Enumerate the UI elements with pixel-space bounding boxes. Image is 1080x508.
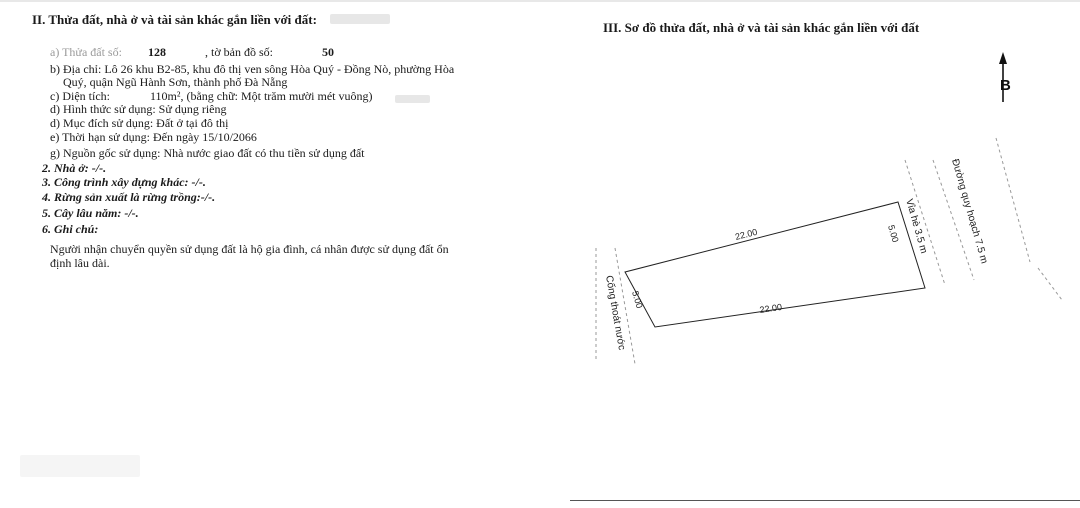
usage-term: e) Thời hạn sử dụng: Đến ngày 15/10/2066 [50, 130, 257, 144]
north-arrow-icon [999, 52, 1011, 102]
dim-left-label: 5.00 [630, 289, 645, 310]
note-line-1: Người nhận chuyển quyền sử dụng đất là hộ gia đình, cá nhân được sử dụng đất ổn [50, 242, 449, 256]
drain-label: Cống thoát nước [603, 274, 627, 351]
sidewalk-label: Vỉa hè 3.5 m [903, 197, 930, 255]
road-boundary-line [996, 138, 1030, 262]
address-line-1: b) Địa chỉ: Lô 26 khu B2-85, khu đô thị ven sông Hòa Quý - Đồng Nò, phường Hòa [50, 62, 455, 76]
usage-purpose: d) Mục đích sử dụng: Đất ở tại đô thị [50, 116, 229, 130]
north-label: B [1000, 77, 1011, 94]
dim-right-label: 5.00 [886, 223, 901, 244]
item-forest: 4. Rừng sản xuất là rừng trồng:-/-. [42, 190, 216, 204]
section-iii-title: III. Sơ đồ thửa đất, nhà ở và tài sản khác gắn liền với đất [603, 20, 920, 35]
item-notes: 6. Ghi chú: [42, 222, 99, 236]
area-label: c) Diện tích: [50, 89, 110, 103]
section-ii-title: II. Thửa đất, nhà ở và tài sản khác gắn liền với đất: [32, 12, 317, 27]
address-line-2: Quý, quận Ngũ Hành Sơn, thành phố Đà Nẵng [63, 75, 288, 89]
usage-form: d) Hình thức sử dụng: Sử dụng riêng [50, 102, 227, 116]
map-sheet-number: 50 [322, 45, 334, 59]
item-house: 2. Nhà ở: -/-. [42, 161, 107, 175]
note-line-2: định lâu dài. [50, 256, 110, 270]
parcel-prefix: a) Thửa đất số: [50, 45, 122, 59]
usage-origin: g) Nguồn gốc sử dụng: Nhà nước giao đất có thu tiền sử dụng đất [50, 146, 365, 160]
dim-bottom-label: 22.00 [758, 301, 783, 315]
area-value: 110m², (bằng chữ: Một trăm mười mét vuông) [150, 89, 373, 103]
road-label: Đường quy hoạch 7.5 m [949, 157, 990, 265]
parcel-number: 128 [148, 45, 166, 59]
item-perennial: 5. Cây lâu năm: -/-. [42, 206, 139, 220]
dim-top-label: 22.00 [734, 226, 759, 242]
map-sheet-label: , tờ bản đồ số: [205, 45, 274, 59]
item-construction: 3. Công trình xây dựng khác: -/-. [42, 175, 206, 189]
road-boundary-line [1038, 268, 1062, 300]
